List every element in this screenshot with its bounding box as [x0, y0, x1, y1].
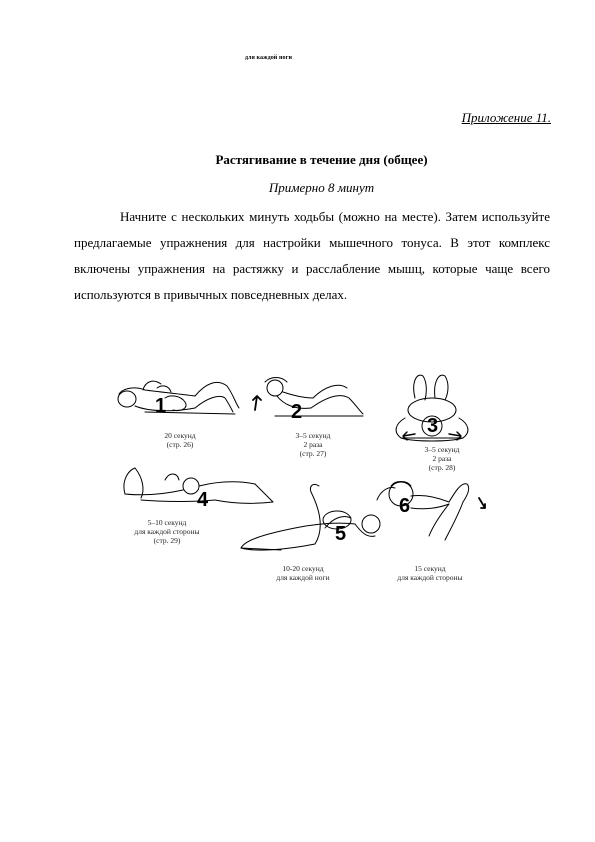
- exercise-1-figure: [118, 381, 239, 414]
- exercise-caption: для каждой стороны: [397, 573, 463, 582]
- exercise-caption: (стр. 28): [428, 463, 456, 472]
- exercise-caption: (стр. 29): [153, 536, 181, 545]
- exercise-number: 6: [399, 495, 411, 517]
- exercise-caption: (стр. 27): [299, 449, 327, 458]
- exercise-caption: 15 секунд: [414, 564, 446, 573]
- exercise-number: 5: [335, 523, 347, 545]
- exercise-caption: 3–5 секунд: [424, 445, 460, 454]
- exercise-number: 4: [197, 489, 209, 511]
- exercise-caption: для каждой ноги: [276, 573, 330, 582]
- exercise-caption: 3–5 секунд: [295, 431, 331, 440]
- exercise-caption: 2 раза: [432, 454, 452, 463]
- intro-paragraph: Начните с нескольких минуть ходьбы (можно на месте). Затем используйте предлагаемые упражнения для настройки мышечного тонуса. В этот комплекс включены упражнения на растяжку и расслабление мышц, которые чаще всего используются в привычных повседневных делах.: [74, 209, 550, 302]
- exercise-caption: 20 секунд: [164, 431, 196, 440]
- exercise-illustration: [105, 368, 495, 593]
- exercise-6-figure: [377, 482, 485, 541]
- exercise-number: 1: [155, 395, 167, 417]
- exercise-caption: (стр. 26): [166, 440, 194, 449]
- exercise-number: 2: [291, 401, 303, 423]
- header-note: для каждой ноги: [245, 55, 292, 61]
- duration-subtitle: Примерно 8 минут: [268, 180, 375, 195]
- exercise-caption: для каждой стороны: [134, 527, 200, 536]
- exercise-5-figure: [241, 484, 380, 550]
- appendix-label: Приложение 11.: [461, 110, 551, 125]
- exercise-caption: 10-20 секунд: [282, 564, 324, 573]
- exercise-2-figure: [253, 378, 363, 417]
- exercise-caption: 2 раза: [303, 440, 323, 449]
- exercise-number: 3: [427, 415, 439, 437]
- exercise-caption: 5–10 секунд: [147, 518, 187, 527]
- page-title: Растягивание в течение дня (общее): [215, 152, 428, 167]
